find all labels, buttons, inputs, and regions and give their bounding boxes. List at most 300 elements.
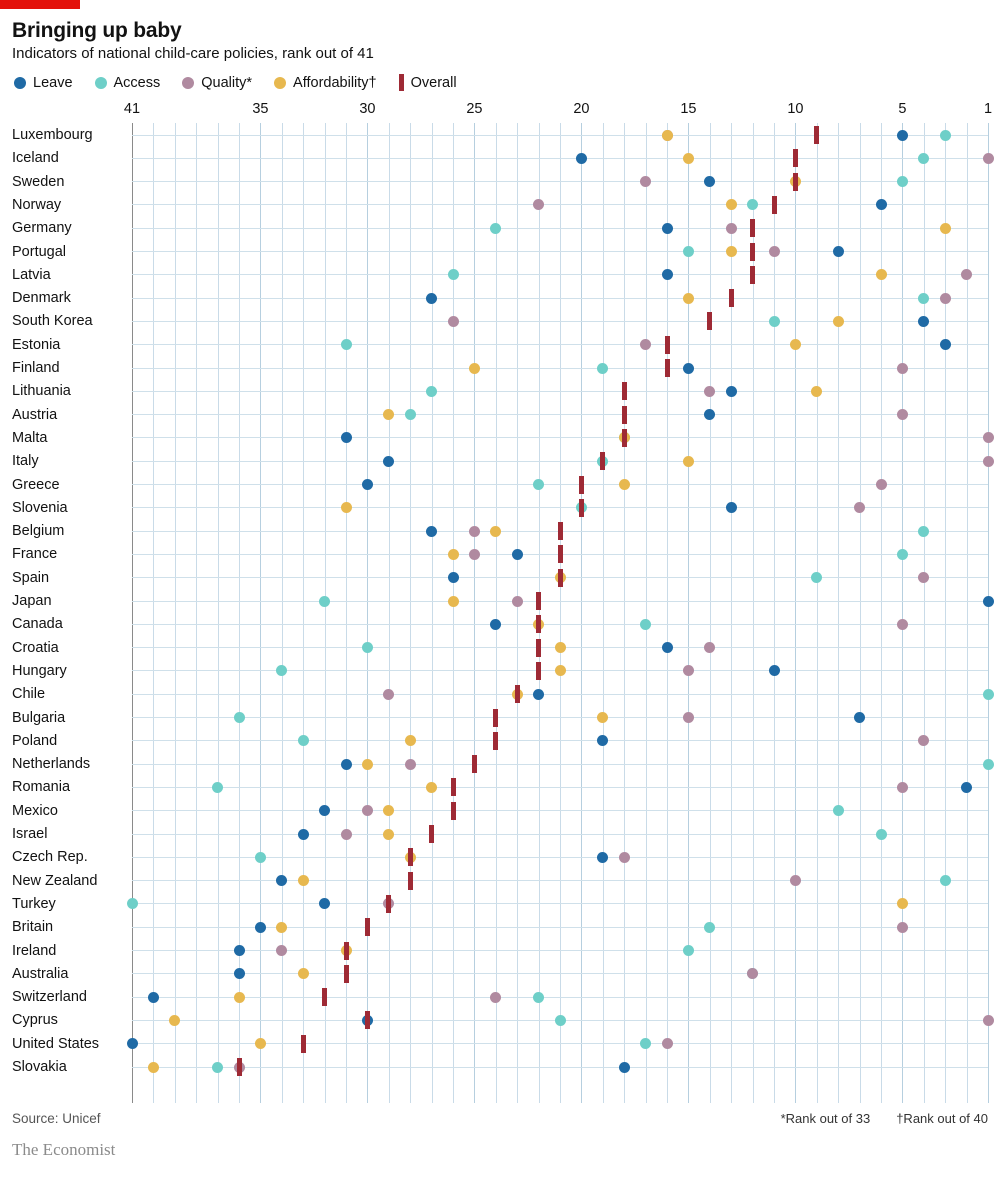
overall-marker (793, 149, 798, 167)
point-leave (619, 1062, 630, 1073)
row-gridline (132, 694, 988, 695)
point-affordability (255, 1038, 266, 1049)
row-gridline (132, 834, 988, 835)
country-label: Netherlands (12, 756, 91, 773)
point-affordability (469, 363, 480, 374)
x-tick-1: 1 (983, 101, 993, 117)
country-label: Portugal (12, 243, 67, 260)
point-access (940, 130, 951, 141)
page-title: Bringing up baby (12, 19, 182, 42)
point-access (876, 829, 887, 840)
overall-marker (493, 732, 498, 750)
overall-marker (750, 266, 755, 284)
point-affordability (383, 829, 394, 840)
point-quality (983, 1015, 994, 1026)
point-affordability (790, 339, 801, 350)
point-access (747, 199, 758, 210)
point-affordability (234, 992, 245, 1003)
overall-marker (515, 685, 520, 703)
row-gridline (132, 461, 988, 462)
country-label: Croatia (12, 639, 59, 656)
country-label: Greece (12, 476, 60, 493)
point-affordability (726, 199, 737, 210)
point-leave (127, 1038, 138, 1049)
legend-item-quality (182, 75, 252, 91)
overall-marker (707, 312, 712, 330)
overall-marker (622, 429, 627, 447)
point-affordability (490, 526, 501, 537)
brand-wordmark: The Economist (12, 1140, 116, 1159)
point-access (212, 782, 223, 793)
point-leave (897, 130, 908, 141)
row-gridline (132, 344, 988, 345)
point-access (533, 992, 544, 1003)
row-gridline (132, 484, 988, 485)
point-quality (405, 759, 416, 770)
overall-marker (793, 173, 798, 191)
country-label: Malta (12, 429, 48, 446)
overall-marker (472, 755, 477, 773)
row-gridline (132, 787, 988, 788)
point-affordability (683, 153, 694, 164)
point-affordability (597, 712, 608, 723)
point-affordability (683, 293, 694, 304)
point-quality (983, 153, 994, 164)
table-row (12, 729, 988, 753)
table-row (12, 636, 988, 660)
overall-marker (665, 336, 670, 354)
point-leave (234, 968, 245, 979)
point-affordability (619, 479, 630, 490)
overall-marker (622, 406, 627, 424)
x-tick-15: 15 (680, 101, 697, 117)
country-label: Belgium (12, 523, 65, 540)
gridline (988, 123, 989, 1103)
chart-container (0, 19, 1000, 1160)
point-leave (940, 339, 951, 350)
point-leave (662, 269, 673, 280)
row-gridline (132, 274, 988, 275)
point-quality (619, 852, 630, 863)
row-gridline (132, 135, 988, 136)
chart-footer (12, 1111, 988, 1126)
point-access (683, 246, 694, 257)
row-gridline (132, 950, 988, 951)
legend-label-affordability: Affordability† (293, 74, 377, 91)
table-row (12, 682, 988, 706)
point-access (555, 1015, 566, 1026)
point-quality (897, 922, 908, 933)
country-label: Slovenia (12, 499, 68, 516)
point-leave (234, 945, 245, 956)
overall-marker (365, 1011, 370, 1029)
row-gridline (132, 1067, 988, 1068)
point-leave (448, 572, 459, 583)
row-gridline (132, 810, 988, 811)
point-access (897, 176, 908, 187)
point-affordability (833, 316, 844, 327)
point-leave (533, 689, 544, 700)
overall-marker (536, 592, 541, 610)
point-affordability (940, 223, 951, 234)
point-leave (597, 852, 608, 863)
country-label: Canada (12, 616, 63, 633)
table-row (12, 962, 988, 986)
table-row (12, 1055, 988, 1079)
x-tick-10: 10 (787, 101, 804, 117)
table-row (12, 146, 988, 170)
overall-marker (665, 359, 670, 377)
point-affordability (662, 130, 673, 141)
overall-marker (536, 615, 541, 633)
country-label: Slovakia (12, 1059, 67, 1075)
point-affordability (276, 922, 287, 933)
point-affordability (383, 805, 394, 816)
country-label: United States (12, 1035, 100, 1052)
point-access (255, 852, 266, 863)
point-affordability (362, 759, 373, 770)
country-label: New Zealand (12, 872, 98, 889)
point-access (234, 712, 245, 723)
overall-marker (558, 569, 563, 587)
point-quality (854, 502, 865, 513)
country-label: Australia (12, 965, 69, 982)
point-leave (597, 735, 608, 746)
point-quality (469, 526, 480, 537)
point-quality (876, 479, 887, 490)
point-quality (747, 968, 758, 979)
point-quality (704, 386, 715, 397)
legend-label-quality: Quality* (201, 74, 253, 91)
point-leave (683, 363, 694, 374)
legend-item-access (95, 75, 161, 91)
point-access (918, 153, 929, 164)
footnote-quality: *Rank out of 33 (780, 1111, 871, 1126)
country-label: Cyprus (12, 1012, 58, 1029)
point-access (405, 409, 416, 420)
country-label: Spain (12, 569, 50, 586)
point-leave (298, 829, 309, 840)
point-quality (448, 316, 459, 327)
overall-marker (536, 662, 541, 680)
point-leave (362, 479, 373, 490)
point-affordability (683, 456, 694, 467)
overall-marker (344, 965, 349, 983)
overall-marker (750, 219, 755, 237)
table-row (12, 845, 988, 869)
overall-marker (386, 895, 391, 913)
point-access (640, 1038, 651, 1049)
point-leave (726, 502, 737, 513)
point-leave (662, 642, 673, 653)
point-quality (341, 829, 352, 840)
country-label: Poland (12, 732, 58, 749)
point-leave (512, 549, 523, 560)
point-quality (469, 549, 480, 560)
row-gridline (132, 414, 988, 415)
row-gridline (132, 228, 988, 229)
point-affordability (555, 665, 566, 676)
point-quality (383, 689, 394, 700)
legend-label-overall: Overall (410, 74, 457, 91)
table-row (12, 799, 988, 823)
table-row (12, 985, 988, 1009)
legend-swatch-overall (399, 74, 404, 91)
point-leave (490, 619, 501, 630)
table-row (12, 449, 988, 473)
overall-marker (750, 243, 755, 261)
overall-marker (536, 639, 541, 657)
country-label: Switzerland (12, 989, 87, 1006)
point-leave (341, 759, 352, 770)
point-access (640, 619, 651, 630)
point-leave (726, 386, 737, 397)
point-affordability (448, 549, 459, 560)
overall-marker (772, 196, 777, 214)
country-label: Hungary (12, 662, 67, 679)
country-label: Romania (12, 779, 71, 796)
table-row (12, 822, 988, 846)
point-access (769, 316, 780, 327)
table-row (12, 566, 988, 590)
point-leave (704, 409, 715, 420)
overall-marker (408, 872, 413, 890)
point-quality (940, 293, 951, 304)
overall-marker (322, 988, 327, 1006)
row-gridline (132, 251, 988, 252)
overall-marker (301, 1035, 306, 1053)
point-quality (897, 363, 908, 374)
country-label: Czech Rep. (12, 849, 88, 866)
country-label: Bulgaria (12, 709, 66, 726)
overall-marker (579, 499, 584, 517)
table-row (12, 379, 988, 403)
row-gridline (132, 601, 988, 602)
point-access (127, 898, 138, 909)
point-access (918, 293, 929, 304)
country-label: South Korea (12, 313, 93, 330)
point-affordability (169, 1015, 180, 1026)
country-label: Denmark (12, 290, 71, 307)
point-access (983, 689, 994, 700)
table-row (12, 123, 988, 147)
overall-marker (451, 778, 456, 796)
point-quality (918, 572, 929, 583)
point-quality (683, 665, 694, 676)
table-row (12, 752, 988, 776)
point-access (983, 759, 994, 770)
table-row (12, 1008, 988, 1032)
point-leave (918, 316, 929, 327)
table-row (12, 333, 988, 357)
point-quality (961, 269, 972, 280)
table-row (12, 892, 988, 916)
x-tick-5: 5 (898, 101, 907, 117)
point-access (683, 945, 694, 956)
table-row (12, 263, 988, 287)
point-quality (918, 735, 929, 746)
point-leave (276, 875, 287, 886)
point-access (940, 875, 951, 886)
point-quality (490, 992, 501, 1003)
point-leave (854, 712, 865, 723)
point-leave (341, 432, 352, 443)
table-row (12, 1032, 988, 1056)
chart-canvas (12, 123, 988, 1103)
chart-legend (14, 74, 988, 91)
table-row (12, 473, 988, 497)
country-label: Japan (12, 593, 52, 609)
point-leave (983, 596, 994, 607)
overall-marker (814, 126, 819, 144)
row-gridline (132, 624, 988, 625)
row-gridline (132, 204, 988, 205)
point-leave (833, 246, 844, 257)
point-affordability (148, 1062, 159, 1073)
point-quality (769, 246, 780, 257)
x-tick-41: 41 (123, 101, 141, 117)
row-gridline (132, 997, 988, 998)
point-quality (533, 199, 544, 210)
x-tick-20: 20 (573, 101, 590, 117)
point-leave (662, 223, 673, 234)
point-access (276, 665, 287, 676)
table-row (12, 240, 988, 264)
overall-marker (579, 476, 584, 494)
table-row (12, 519, 988, 543)
country-label: Luxembourg (12, 127, 93, 143)
row-gridline (132, 740, 988, 741)
table-row (12, 939, 988, 963)
country-label: Latvia (12, 266, 51, 283)
overall-marker (558, 545, 563, 563)
country-label: France (12, 546, 58, 563)
point-quality (790, 875, 801, 886)
country-label: Iceland (12, 150, 59, 167)
table-row (12, 170, 988, 194)
point-quality (897, 409, 908, 420)
point-quality (897, 619, 908, 630)
overall-marker (237, 1058, 242, 1076)
legend-swatch-leave (14, 77, 26, 89)
point-quality (640, 339, 651, 350)
point-leave (426, 526, 437, 537)
legend-label-leave: Leave (33, 74, 73, 91)
country-label: Austria (12, 406, 58, 423)
point-access (918, 526, 929, 537)
country-label: Britain (12, 919, 54, 936)
country-label: Mexico (12, 802, 58, 819)
overall-marker (408, 848, 413, 866)
country-label: Israel (12, 826, 48, 842)
row-gridline (132, 158, 988, 159)
point-leave (576, 153, 587, 164)
point-access (212, 1062, 223, 1073)
point-affordability (876, 269, 887, 280)
overall-marker (600, 452, 605, 470)
row-gridline (132, 321, 988, 322)
country-label: Germany (12, 220, 72, 237)
point-quality (726, 223, 737, 234)
source-note: Source: Unicef (12, 1111, 101, 1126)
point-affordability (298, 968, 309, 979)
row-gridline (132, 880, 988, 881)
point-access (362, 642, 373, 653)
row-gridline (132, 437, 988, 438)
country-label: Sweden (12, 173, 65, 190)
table-row (12, 589, 988, 613)
point-leave (704, 176, 715, 187)
point-affordability (448, 596, 459, 607)
legend-swatch-quality (182, 77, 194, 89)
table-row (12, 216, 988, 240)
country-label: Italy (12, 453, 39, 470)
x-tick-35: 35 (252, 101, 269, 117)
point-access (897, 549, 908, 560)
point-quality (512, 596, 523, 607)
legend-item-overall (399, 74, 457, 91)
table-row (12, 356, 988, 380)
legend-swatch-access (95, 77, 107, 89)
point-affordability (726, 246, 737, 257)
row-gridline (132, 903, 988, 904)
table-row (12, 309, 988, 333)
point-quality (704, 642, 715, 653)
point-leave (426, 293, 437, 304)
point-quality (662, 1038, 673, 1049)
table-row (12, 612, 988, 636)
point-quality (983, 456, 994, 467)
overall-marker (493, 709, 498, 727)
page-subtitle: Indicators of national child-care policies, rank out of 41 (12, 45, 374, 62)
country-label: Turkey (12, 895, 56, 912)
overall-marker (729, 289, 734, 307)
point-quality (362, 805, 373, 816)
row-gridline (132, 391, 988, 392)
point-access (490, 223, 501, 234)
point-quality (897, 782, 908, 793)
point-leave (876, 199, 887, 210)
country-label: Estonia (12, 336, 61, 353)
table-row (12, 426, 988, 450)
point-affordability (383, 409, 394, 420)
table-row (12, 542, 988, 566)
x-axis-tick-labels (12, 101, 993, 123)
point-affordability (811, 386, 822, 397)
point-quality (983, 432, 994, 443)
country-label: Chile (12, 686, 46, 703)
table-row (12, 706, 988, 730)
data-rows (12, 123, 988, 1103)
point-access (533, 479, 544, 490)
country-label: Finland (12, 360, 60, 376)
table-row (12, 286, 988, 310)
overall-marker (365, 918, 370, 936)
legend-item-affordability (274, 75, 377, 91)
row-gridline (132, 764, 988, 765)
table-row (12, 659, 988, 683)
point-leave (319, 805, 330, 816)
point-affordability (426, 782, 437, 793)
overall-marker (429, 825, 434, 843)
point-quality (640, 176, 651, 187)
legend-swatch-affordability (274, 77, 286, 89)
x-tick-25: 25 (466, 101, 483, 117)
point-affordability (341, 502, 352, 513)
footnotes (781, 1111, 988, 1126)
point-access (298, 735, 309, 746)
country-label: Lithuania (12, 383, 71, 400)
